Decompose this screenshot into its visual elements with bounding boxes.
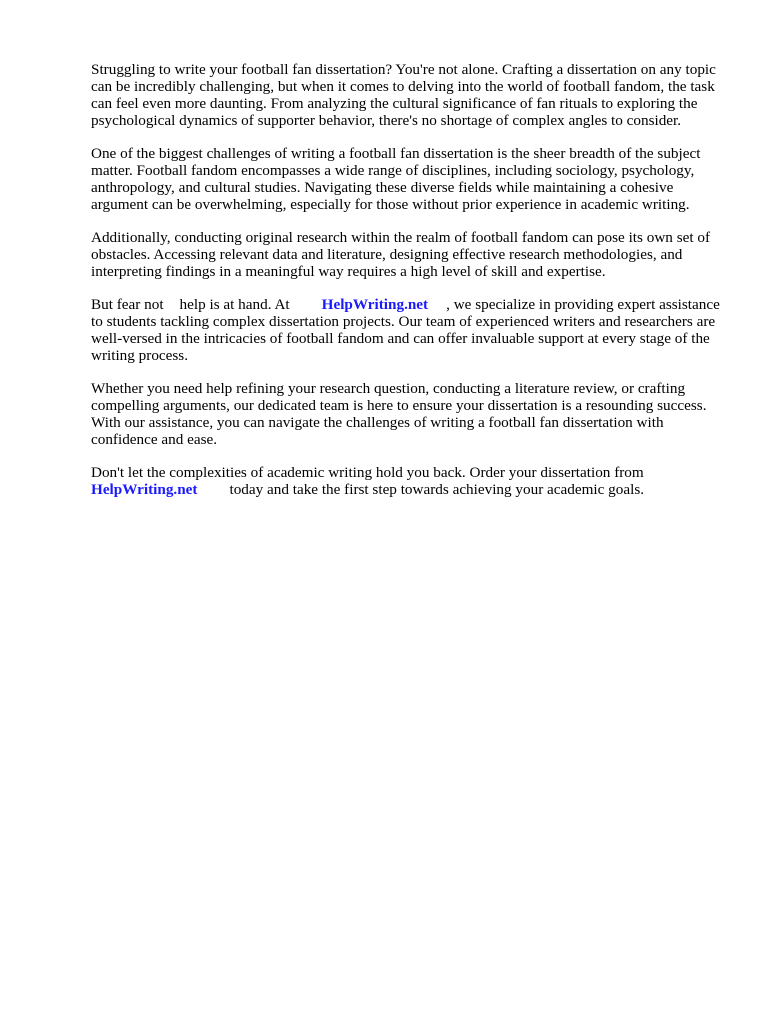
- paragraph-challenges: One of the biggest challenges of writing a football fan dissertation is the sheer breadth of the subject matter. Football fandom encompasses a wide range of disciplines, including sociology, psychology, anthropology, and cultural studies. Navigating these diverse fields while maintaining a cohesive argument can be overwhelming, especially for those without prior experience in academic writing.: [91, 145, 701, 213]
- paragraph-research-obstacles: Additionally, conducting original research within the realm of football fandom can pose its own set of obstacles. Accessing relevant data and literature, designing effective research methodologies, and interpreting findings in a meaningful way requires a high level of skill and expertise.: [91, 229, 711, 280]
- paragraph-text: today and take the first step towards achieving your academic goals.: [229, 481, 645, 498]
- paragraph-text: Don't let the complexities of academic writing hold you back. Order your dissertation from: [91, 464, 644, 481]
- helpwriting-link[interactable]: HelpWriting.net: [321, 296, 429, 313]
- paragraph-text: , we specialize in providing expert assistance to students tackling complex dissertation projects. Our team of experienced writers and researchers are well-versed in the intricacies of football fandom and can offer invaluable support at every stage of the writing process.: [91, 296, 720, 364]
- helpwriting-link[interactable]: HelpWriting.net: [91, 481, 198, 498]
- paragraph-text: But fear not: [91, 296, 164, 313]
- paragraph-intro: Struggling to write your football fan dissertation? You're not alone. Crafting a dissertation on any topic can be incredibly challenging, but when it comes to delving into the world of football fandom, the task can feel even more daunting. From analyzing the cultural significance of fan rituals to exploring the psychological dynamics of supporter behavior, there's no shortage of complex angles to consider.: [91, 61, 716, 129]
- paragraph-help-offer: [91, 296, 731, 364]
- paragraph-text: help is at hand. At: [179, 296, 290, 313]
- document-body: [91, 61, 731, 514]
- paragraph-call-to-action: [91, 464, 731, 498]
- paragraph-assistance: Whether you need help refining your research question, conducting a literature review, or crafting compelling arguments, our dedicated team is here to ensure your dissertation is a resounding success. With our assistance, you can navigate the challenges of writing a football fan dissertation with confidence and ease.: [91, 380, 707, 448]
